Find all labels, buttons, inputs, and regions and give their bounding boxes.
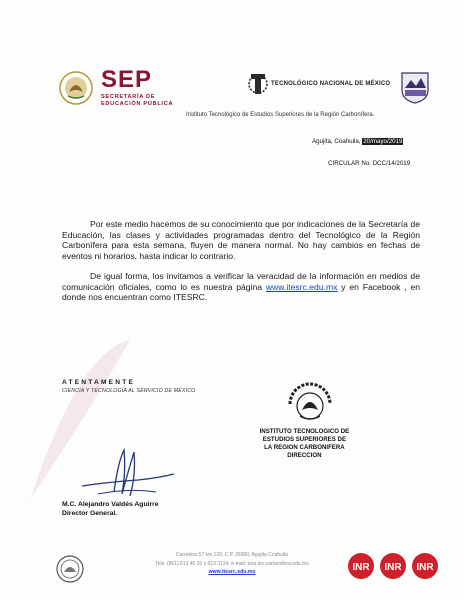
atentamente-heading: ATENTAMENTE	[62, 379, 136, 386]
svg-text:INR: INR	[352, 562, 370, 573]
sep-title: SEP	[101, 66, 153, 93]
footer-contact: Tels. (861) 613 40 32 y 613 3124, e-mail: tera.tec-carbonifera.edu.mx	[155, 561, 309, 567]
svg-text:INR: INR	[416, 562, 434, 573]
sep-subtitle-line2: EDUCACIÓN PÚBLICA	[101, 101, 174, 107]
institutional-motto: CIENCIA Y TECNOLOGÍA AL SERVICIO DE MÉXICO	[62, 388, 196, 394]
tecnm-gear-logo-icon	[247, 70, 269, 98]
stamp-line-3: LA REGION CARBONIFERA	[264, 444, 345, 451]
svg-text:INR: INR	[384, 562, 402, 573]
inr-certification-badge-icon	[378, 552, 408, 586]
para2-start: De igual forma, los invitamos a verificar la veracidad de la información en medios de comunicación oficiales, como lo es nuestra página	[62, 271, 420, 292]
official-seal-stamp-icon	[284, 378, 336, 426]
inr-certification-badge-icon	[410, 552, 440, 586]
signer-name: M.C. Alejandro Valdés Aguirre	[62, 501, 159, 508]
sep-subtitle-line1: SECRETARÍA DE	[101, 94, 156, 100]
stamp-line-4: DIRECCION	[287, 452, 322, 459]
signer-role: Director General.	[62, 510, 118, 517]
itesrc-shield-logo-icon	[399, 70, 431, 104]
body-paragraph-1: Por este medio hacemos de su conocimiento que por indicaciones de la Secretaría de Educación, las clases y actividades programadas dentro del Tecnológico de la Región Carbonífera para esta semana, fluyen de manera normal. No hay cambios en fechas de eventos ni horarios, hasta indicar lo contrario.	[62, 219, 420, 261]
date-highlighted: 20/mayo/2019	[363, 138, 403, 145]
handwritten-signature-icon	[78, 442, 178, 502]
footer-website-link[interactable]: www.itesrc.edu.mx	[208, 569, 256, 575]
stamp-text	[254, 428, 355, 460]
stamp-line-1: INSTITUTO TECNOLOGICO DE	[259, 428, 350, 435]
place-date-line	[312, 138, 403, 145]
place: Agujita, Coahuila,	[312, 138, 361, 145]
stamp-line-2: ESTUDIOS SUPERIORES DE	[262, 436, 347, 443]
sep-eagle-emblem-icon	[58, 70, 94, 106]
institute-name: Instituto Tecnológico de Estudios Superiores de la Región Carbonífera.	[186, 112, 375, 118]
website-link[interactable]: www.itesrc.edu.mx	[265, 281, 338, 292]
footer-address: Carretera 57 km 120, C.P. 26950, Agujita Coahuila	[176, 552, 288, 558]
body-paragraph-2	[62, 271, 420, 303]
para2-end: y en Facebook , en donde nos encuentran como ITESRC.	[62, 281, 421, 303]
circular-number: CIRCULAR No. DCC/14/2019	[328, 160, 411, 167]
inr-certification-badge-icon	[346, 552, 376, 586]
tecnm-name: TECNOLÓGICO NACIONAL DE MÉXICO	[271, 81, 391, 87]
